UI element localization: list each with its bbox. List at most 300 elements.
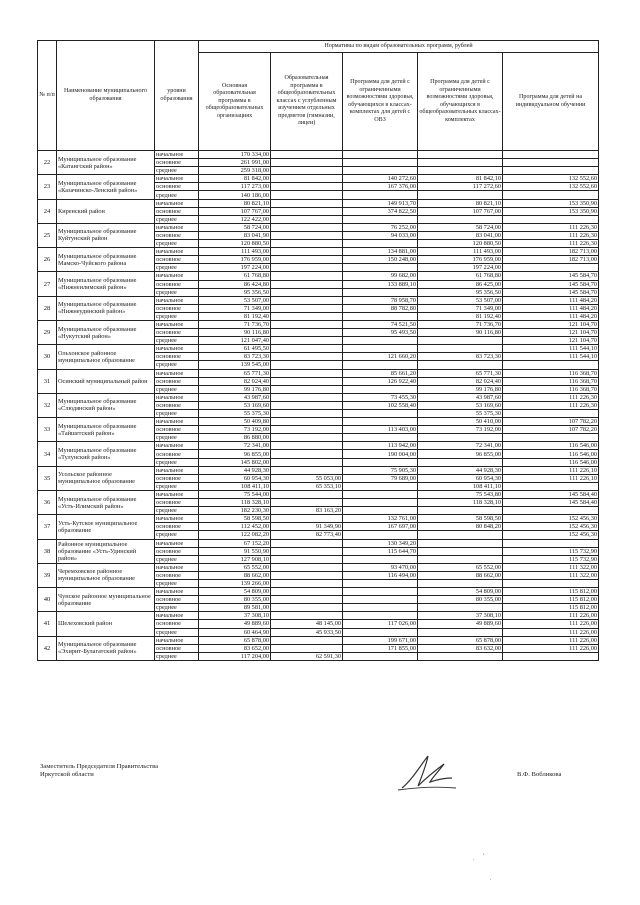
education-level: среднее bbox=[155, 312, 199, 320]
norm-value: 65 552,00 bbox=[199, 563, 271, 571]
row-number: 32 bbox=[38, 393, 57, 417]
norm-value bbox=[503, 507, 599, 515]
norm-value bbox=[343, 337, 418, 345]
norm-value bbox=[271, 636, 343, 644]
norm-value bbox=[418, 604, 503, 612]
norm-value bbox=[418, 458, 503, 466]
norm-value bbox=[271, 151, 343, 159]
norm-value: 176 959,00 bbox=[199, 256, 271, 264]
norm-value bbox=[271, 353, 343, 361]
norm-value: 91 550,90 bbox=[199, 547, 271, 555]
municipality-name: Муниципальное образование «Нижнеилимский район» bbox=[57, 272, 155, 296]
municipality-name: Шелеховский район bbox=[57, 612, 155, 636]
norm-value: 115 644,70 bbox=[343, 547, 418, 555]
table-row bbox=[38, 175, 599, 183]
norm-value: 81 842,00 bbox=[199, 175, 271, 183]
norm-value bbox=[418, 167, 503, 175]
norm-value: 197 224,00 bbox=[418, 264, 503, 272]
norm-value: 61 495,50 bbox=[199, 345, 271, 353]
norm-value bbox=[271, 167, 343, 175]
norm-value: 65 552,00 bbox=[418, 563, 503, 571]
norm-value: 61 768,80 bbox=[199, 272, 271, 280]
norm-value bbox=[271, 280, 343, 288]
norm-value bbox=[271, 256, 343, 264]
norm-value bbox=[418, 507, 503, 515]
header-program-4: Программа для детей с ограниченными возможностями здоровья, обучающихся в общеобразовательных классах-комплектах bbox=[418, 53, 503, 151]
norm-value: 190 004,00 bbox=[343, 450, 418, 458]
norm-value: 111 226,00 bbox=[503, 628, 599, 636]
norm-value: 145 584,40 bbox=[503, 499, 599, 507]
row-number: 36 bbox=[38, 490, 57, 514]
norm-value bbox=[271, 612, 343, 620]
norm-value: 85 661,20 bbox=[343, 369, 418, 377]
norm-value: 80 355,00 bbox=[199, 596, 271, 604]
municipality-name: Муниципальное образование «Нукутский район» bbox=[57, 320, 155, 344]
norm-value bbox=[503, 159, 599, 167]
signer-position bbox=[40, 763, 158, 779]
norm-value bbox=[418, 337, 503, 345]
norm-value: 167 376,00 bbox=[343, 183, 418, 191]
municipality-name: Чунское районное муниципальное образование bbox=[57, 588, 155, 612]
norm-value: 54 809,00 bbox=[418, 588, 503, 596]
norm-value: 140 186,00 bbox=[199, 191, 271, 199]
norm-value bbox=[271, 264, 343, 272]
norm-value bbox=[418, 652, 503, 660]
norm-value: 115 812,00 bbox=[503, 588, 599, 596]
norm-value: 75 905,30 bbox=[343, 466, 418, 474]
norm-value bbox=[271, 320, 343, 328]
norm-value: 43 987,60 bbox=[418, 393, 503, 401]
norm-value: 182 230,30 bbox=[199, 507, 271, 515]
education-level: основное bbox=[155, 571, 199, 579]
norm-value: 60 464,90 bbox=[199, 628, 271, 636]
norm-value bbox=[343, 418, 418, 426]
signer-position-line2: Иркутской области bbox=[40, 771, 94, 778]
norm-value: 112 452,00 bbox=[199, 523, 271, 531]
norm-value: 72 341,00 bbox=[199, 442, 271, 450]
row-number: 29 bbox=[38, 320, 57, 344]
norm-value: 139 266,00 bbox=[199, 579, 271, 587]
norm-value: 53 507,00 bbox=[199, 296, 271, 304]
norm-value: 199 671,00 bbox=[343, 636, 418, 644]
norm-value bbox=[271, 175, 343, 183]
table-row bbox=[38, 539, 599, 547]
norm-value: 111 544,10 bbox=[503, 353, 599, 361]
municipality-name: Районное муниципальное образование «Усть-Удинский район» bbox=[57, 539, 155, 563]
norm-value: 116 546,00 bbox=[503, 442, 599, 450]
norm-value: 111 226,00 bbox=[503, 636, 599, 644]
education-level: начальное bbox=[155, 345, 199, 353]
education-level: начальное bbox=[155, 636, 199, 644]
norm-value: 111 322,00 bbox=[503, 571, 599, 579]
norm-value bbox=[503, 434, 599, 442]
education-level: начальное bbox=[155, 272, 199, 280]
education-level: начальное bbox=[155, 320, 199, 328]
norm-value: 107 782,20 bbox=[503, 418, 599, 426]
norm-value: 182 713,00 bbox=[503, 248, 599, 256]
norm-value: 152 456,30 bbox=[503, 531, 599, 539]
norm-value bbox=[343, 458, 418, 466]
norm-value: 145 802,00 bbox=[199, 458, 271, 466]
norm-value: 145 584,70 bbox=[503, 280, 599, 288]
education-level: начальное bbox=[155, 563, 199, 571]
norm-value: 139 545,00 bbox=[199, 361, 271, 369]
norm-value: 153 350,90 bbox=[503, 199, 599, 207]
norm-value bbox=[418, 159, 503, 167]
norm-value: 111 322,00 bbox=[503, 563, 599, 571]
table-row bbox=[38, 296, 599, 304]
norm-value: 145 584,70 bbox=[503, 272, 599, 280]
education-level: начальное bbox=[155, 175, 199, 183]
row-number: 37 bbox=[38, 515, 57, 539]
norm-value bbox=[271, 426, 343, 434]
education-level: основное bbox=[155, 183, 199, 191]
norm-value bbox=[271, 434, 343, 442]
row-number: 33 bbox=[38, 418, 57, 442]
norm-value: 153 350,90 bbox=[503, 207, 599, 215]
education-level: основное bbox=[155, 474, 199, 482]
norm-value: 54 809,00 bbox=[199, 588, 271, 596]
norm-value bbox=[343, 215, 418, 223]
norm-value: 50 410,00 bbox=[418, 418, 503, 426]
header-program-2: Образовательная программа в общеобразовательных классах с углубленным изучением отдельных предметов (гимназии, лицеи) bbox=[271, 53, 343, 151]
norm-value bbox=[343, 588, 418, 596]
norm-value: 99 682,00 bbox=[343, 272, 418, 280]
norm-value: 86 424,80 bbox=[199, 280, 271, 288]
norm-value bbox=[271, 555, 343, 563]
norm-value bbox=[503, 410, 599, 418]
norm-value bbox=[503, 539, 599, 547]
education-level: начальное bbox=[155, 490, 199, 498]
norm-value: 111 493,00 bbox=[199, 248, 271, 256]
norm-value bbox=[418, 579, 503, 587]
education-level: начальное bbox=[155, 151, 199, 159]
table-row bbox=[38, 199, 599, 207]
row-number: 24 bbox=[38, 199, 57, 223]
norm-value bbox=[271, 579, 343, 587]
norm-value bbox=[343, 167, 418, 175]
municipality-name: Ольхонское районное муниципальное образование bbox=[57, 345, 155, 369]
norm-value bbox=[503, 264, 599, 272]
header-program-3: Программа для детей с ограниченными возможностями здоровья, обучающихся в классах-комплектах для детей с ОВЗ bbox=[343, 53, 418, 151]
signer-position-line1: Заместитель Председателя Правительства bbox=[40, 763, 159, 770]
norm-value bbox=[343, 604, 418, 612]
norm-value bbox=[271, 345, 343, 353]
norm-value bbox=[271, 418, 343, 426]
table-row bbox=[38, 442, 599, 450]
table-row bbox=[38, 223, 599, 231]
norm-value bbox=[343, 264, 418, 272]
norm-value: 116 546,00 bbox=[503, 458, 599, 466]
table-row bbox=[38, 272, 599, 280]
norm-value: 55 053,00 bbox=[271, 474, 343, 482]
table-row bbox=[38, 418, 599, 426]
norm-value bbox=[418, 555, 503, 563]
norm-value bbox=[343, 490, 418, 498]
norm-value: 115 732,90 bbox=[503, 547, 599, 555]
norm-value: 108 411,10 bbox=[418, 482, 503, 490]
row-number: 35 bbox=[38, 466, 57, 490]
norm-value: 261 991,00 bbox=[199, 159, 271, 167]
norm-value: 111 493,00 bbox=[418, 248, 503, 256]
norm-value: 134 881,00 bbox=[343, 248, 418, 256]
education-level: среднее bbox=[155, 579, 199, 587]
norm-value: 75 543,80 bbox=[418, 490, 503, 498]
norm-value bbox=[503, 652, 599, 660]
norm-value: 121 104,70 bbox=[503, 337, 599, 345]
education-level: начальное bbox=[155, 369, 199, 377]
norm-value bbox=[343, 151, 418, 159]
norm-value bbox=[503, 167, 599, 175]
norm-value: 81 842,10 bbox=[418, 175, 503, 183]
education-level: начальное bbox=[155, 248, 199, 256]
norm-value: 115 732,90 bbox=[503, 555, 599, 563]
norm-value bbox=[503, 215, 599, 223]
municipality-name: Муниципальное образование «Нижнеудинский район» bbox=[57, 296, 155, 320]
education-level: основное bbox=[155, 329, 199, 337]
norm-value: 116 368,70 bbox=[503, 369, 599, 377]
education-level: основное bbox=[155, 523, 199, 531]
norm-value bbox=[271, 450, 343, 458]
norm-value: 58 598,50 bbox=[199, 515, 271, 523]
norm-value bbox=[343, 652, 418, 660]
norm-value bbox=[271, 539, 343, 547]
education-level: основное bbox=[155, 547, 199, 555]
norm-value: 126 922,40 bbox=[343, 377, 418, 385]
norm-value bbox=[418, 531, 503, 539]
norm-value: 150 248,00 bbox=[343, 256, 418, 264]
header-group-title: Нормативы по видам образовательных программ, рублей bbox=[199, 41, 599, 53]
norm-value bbox=[503, 361, 599, 369]
education-level: основное bbox=[155, 499, 199, 507]
norm-value: 86 425,00 bbox=[418, 280, 503, 288]
norm-value bbox=[271, 393, 343, 401]
education-level: начальное bbox=[155, 393, 199, 401]
education-level: начальное bbox=[155, 199, 199, 207]
education-level: среднее bbox=[155, 507, 199, 515]
education-level: среднее bbox=[155, 167, 199, 175]
municipality-name: Муниципальное образование «Эхирит-Булагатский район» bbox=[57, 636, 155, 660]
education-level: среднее bbox=[155, 531, 199, 539]
norm-value: 145 584,40 bbox=[503, 490, 599, 498]
norm-value: 111 484,20 bbox=[503, 296, 599, 304]
norm-value: 111 484,20 bbox=[503, 304, 599, 312]
norm-value: 115 812,00 bbox=[503, 604, 599, 612]
norm-value: 140 272,60 bbox=[343, 175, 418, 183]
norm-value bbox=[503, 579, 599, 587]
norm-value: 117 204,00 bbox=[199, 652, 271, 660]
norm-value: 94 033,00 bbox=[343, 231, 418, 239]
education-level: основное bbox=[155, 401, 199, 409]
norm-value: 83 632,00 bbox=[418, 644, 503, 652]
norm-value bbox=[271, 571, 343, 579]
row-number: 41 bbox=[38, 612, 57, 636]
norm-value: 111 226,00 bbox=[503, 612, 599, 620]
norm-value: 122 422,00 bbox=[199, 215, 271, 223]
municipality-name: Муниципальное образование «Казачинско-Ленский район» bbox=[57, 175, 155, 199]
norm-value bbox=[343, 240, 418, 248]
norm-value: 120 880,50 bbox=[199, 240, 271, 248]
table-row bbox=[38, 612, 599, 620]
municipality-name: Осинский муниципальный район bbox=[57, 369, 155, 393]
norm-value bbox=[271, 329, 343, 337]
norm-value: 79 689,00 bbox=[343, 474, 418, 482]
row-number: 26 bbox=[38, 248, 57, 272]
norms-table bbox=[37, 40, 599, 661]
norm-value: 121 104,70 bbox=[503, 320, 599, 328]
table-row bbox=[38, 563, 599, 571]
row-number: 30 bbox=[38, 345, 57, 369]
norm-value bbox=[418, 345, 503, 353]
norm-value: 90 116,80 bbox=[418, 329, 503, 337]
education-level: начальное bbox=[155, 223, 199, 231]
education-level: среднее bbox=[155, 337, 199, 345]
norm-value: 65 878,00 bbox=[199, 636, 271, 644]
norm-value bbox=[418, 547, 503, 555]
education-level: начальное bbox=[155, 442, 199, 450]
norm-value: 43 987,60 bbox=[199, 393, 271, 401]
education-level: основное bbox=[155, 231, 199, 239]
norm-value bbox=[343, 385, 418, 393]
education-level: основное bbox=[155, 426, 199, 434]
norm-value: 83 163,20 bbox=[271, 507, 343, 515]
education-level: основное bbox=[155, 256, 199, 264]
norm-value: 132 552,60 bbox=[503, 175, 599, 183]
norm-value: 65 878,00 bbox=[418, 636, 503, 644]
norm-value: 45 933,50 bbox=[271, 628, 343, 636]
scan-mark: . bbox=[490, 876, 492, 882]
norm-value: 117 272,60 bbox=[418, 183, 503, 191]
norm-value bbox=[418, 434, 503, 442]
norm-value: 88 662,00 bbox=[199, 571, 271, 579]
norm-value: 149 913,70 bbox=[343, 199, 418, 207]
norm-value: 60 954,30 bbox=[418, 474, 503, 482]
norm-value: 121 047,40 bbox=[199, 337, 271, 345]
norm-value: 115 812,00 bbox=[503, 596, 599, 604]
municipality-name: Муниципальное образование Мамско-Чуйского района bbox=[57, 248, 155, 272]
norm-value: 80 821,10 bbox=[199, 199, 271, 207]
education-level: среднее bbox=[155, 288, 199, 296]
norm-value: 80 821,10 bbox=[418, 199, 503, 207]
norm-value: 55 375,30 bbox=[199, 410, 271, 418]
norm-value bbox=[271, 272, 343, 280]
norm-value: 111 226,10 bbox=[503, 466, 599, 474]
norm-value bbox=[418, 361, 503, 369]
row-number: 40 bbox=[38, 588, 57, 612]
norm-value: 82 024,40 bbox=[199, 377, 271, 385]
norm-value bbox=[271, 563, 343, 571]
norm-value: 76 252,00 bbox=[343, 223, 418, 231]
norm-value: 81 192,40 bbox=[418, 312, 503, 320]
table-row bbox=[38, 588, 599, 596]
norm-value bbox=[271, 304, 343, 312]
table-row bbox=[38, 369, 599, 377]
norm-value bbox=[271, 490, 343, 498]
norm-value: 62 591,30 bbox=[271, 652, 343, 660]
norm-value bbox=[271, 207, 343, 215]
norm-value: 176 959,00 bbox=[418, 256, 503, 264]
norm-value: 121 104,70 bbox=[503, 329, 599, 337]
norm-value: 67 152,20 bbox=[199, 539, 271, 547]
education-level: основное bbox=[155, 377, 199, 385]
education-level: основное bbox=[155, 304, 199, 312]
row-number: 34 bbox=[38, 442, 57, 466]
norm-value bbox=[418, 539, 503, 547]
education-level: среднее bbox=[155, 240, 199, 248]
norm-value: 182 713,00 bbox=[503, 256, 599, 264]
norm-value bbox=[503, 151, 599, 159]
norm-value: 65 353,10 bbox=[271, 482, 343, 490]
norm-value: 121 660,20 bbox=[343, 353, 418, 361]
norm-value bbox=[503, 191, 599, 199]
education-level: основное bbox=[155, 280, 199, 288]
norm-value: 72 341,00 bbox=[418, 442, 503, 450]
education-level: среднее bbox=[155, 652, 199, 660]
norm-value bbox=[271, 312, 343, 320]
norm-value: 74 521,50 bbox=[343, 320, 418, 328]
municipality-name: Муниципальное образование Куйтунский район bbox=[57, 223, 155, 247]
norm-value: 53 169,60 bbox=[418, 401, 503, 409]
norm-value: 82 024,40 bbox=[418, 377, 503, 385]
norm-value: 58 598,50 bbox=[418, 515, 503, 523]
norm-value bbox=[343, 507, 418, 515]
education-level: начальное bbox=[155, 612, 199, 620]
norm-value: 60 954,30 bbox=[199, 474, 271, 482]
norm-value bbox=[271, 588, 343, 596]
norm-value bbox=[343, 159, 418, 167]
norm-value bbox=[271, 442, 343, 450]
norm-value bbox=[271, 458, 343, 466]
education-level: основное bbox=[155, 353, 199, 361]
scan-mark: . bbox=[473, 856, 475, 862]
norm-value: 95 493,50 bbox=[343, 329, 418, 337]
norm-value: 44 928,30 bbox=[199, 466, 271, 474]
norm-value: 99 176,80 bbox=[418, 385, 503, 393]
norm-value bbox=[271, 385, 343, 393]
header-program-5: Программа для детей на индивидуальном обучении bbox=[503, 53, 599, 151]
norm-value bbox=[271, 337, 343, 345]
handwritten-signature bbox=[392, 752, 462, 796]
norm-value: 152 456,30 bbox=[503, 515, 599, 523]
norm-value: 90 116,80 bbox=[199, 329, 271, 337]
norm-value: 93 470,00 bbox=[343, 563, 418, 571]
norm-value bbox=[343, 531, 418, 539]
norm-value bbox=[271, 240, 343, 248]
norm-value bbox=[271, 644, 343, 652]
education-level: среднее bbox=[155, 361, 199, 369]
scan-mark: , bbox=[483, 850, 485, 856]
norm-value: 111 226,00 bbox=[503, 620, 599, 628]
education-level: среднее bbox=[155, 482, 199, 490]
norm-value: 111 226,00 bbox=[503, 644, 599, 652]
norm-value bbox=[343, 345, 418, 353]
norm-value: 80 355,00 bbox=[418, 596, 503, 604]
education-level: среднее bbox=[155, 628, 199, 636]
norm-value: 83 723,30 bbox=[418, 353, 503, 361]
norm-value: 65 771,30 bbox=[199, 369, 271, 377]
norm-value: 111 226,30 bbox=[503, 223, 599, 231]
row-number: 25 bbox=[38, 223, 57, 247]
education-level: начальное bbox=[155, 466, 199, 474]
norm-value: 37 308,10 bbox=[418, 612, 503, 620]
header-level: уровни образования bbox=[155, 41, 199, 151]
norm-value: 81 192,40 bbox=[199, 312, 271, 320]
norm-value bbox=[271, 361, 343, 369]
norm-value: 83 723,30 bbox=[199, 353, 271, 361]
norm-value bbox=[343, 361, 418, 369]
row-number: 42 bbox=[38, 636, 57, 660]
norm-value bbox=[271, 183, 343, 191]
